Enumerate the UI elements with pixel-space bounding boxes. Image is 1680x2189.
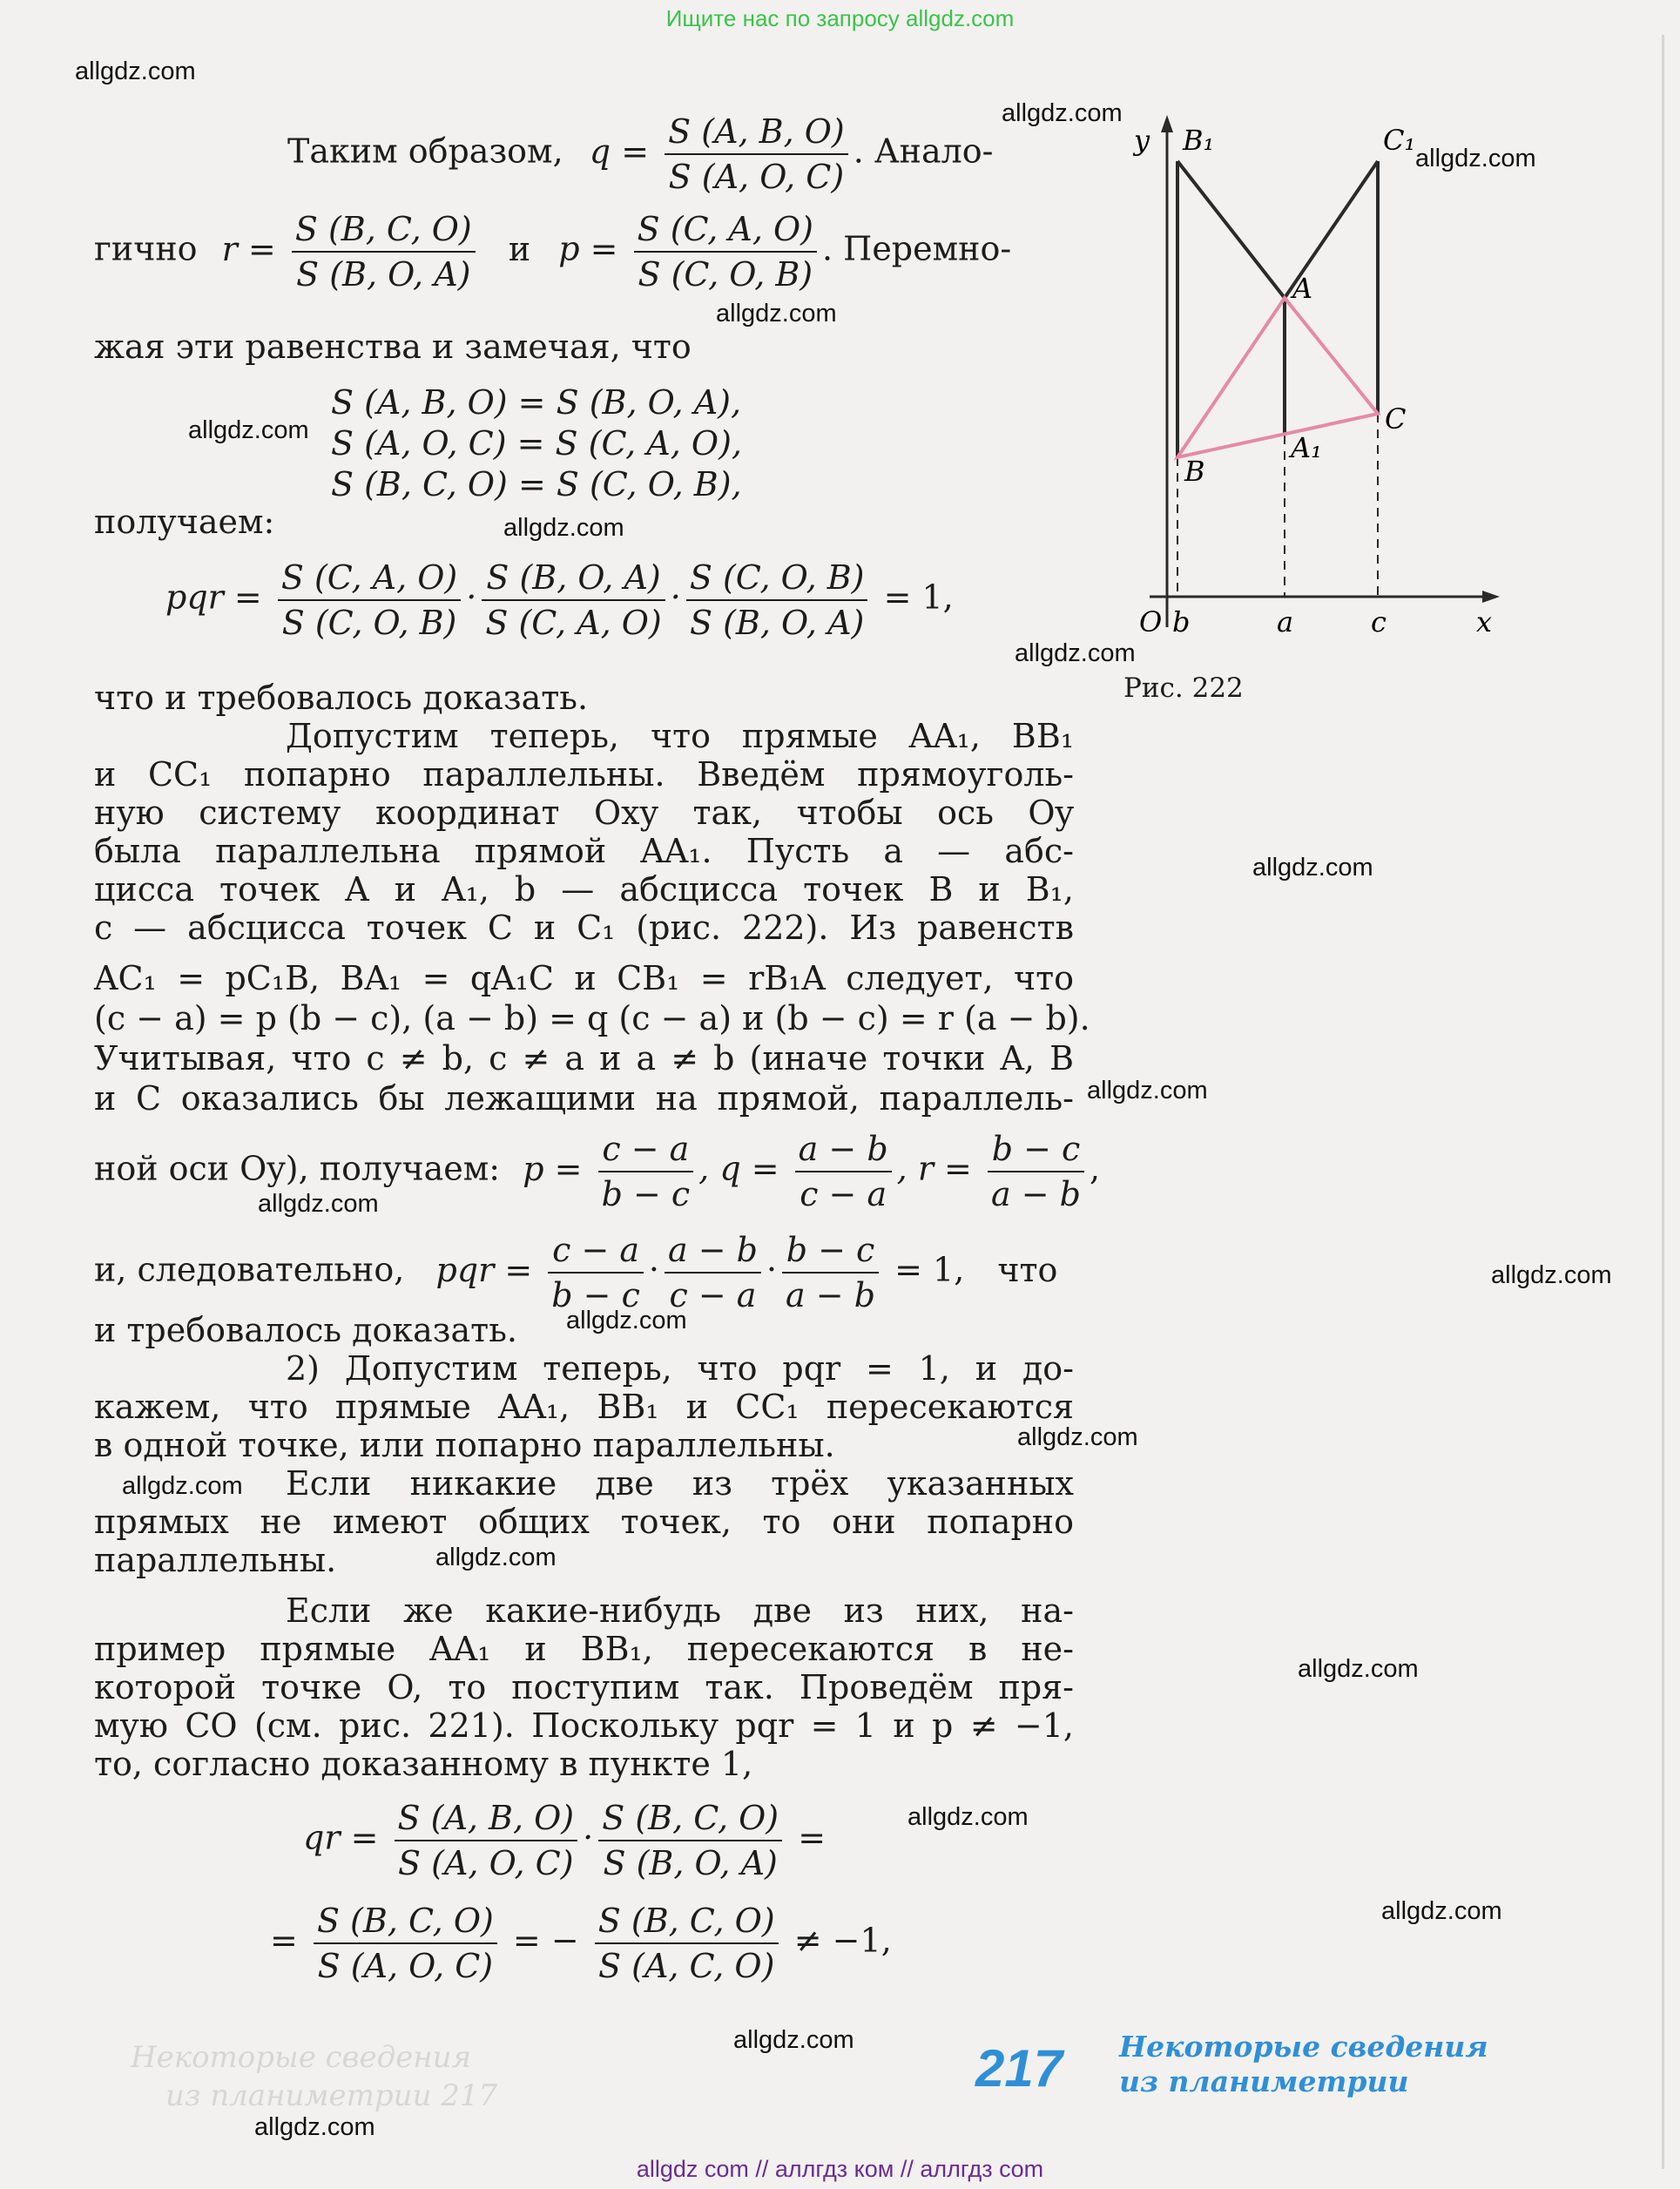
text-line: параллельны. <box>94 1541 337 1579</box>
section-title: Некоторые сведения из планиметрии <box>1119 2030 1488 2098</box>
watermark: allgdz.com <box>1002 99 1123 127</box>
fraction: $\frac{S (C, A, O)}{S (C, O, B)}$ <box>278 557 461 643</box>
page-number: 217 <box>975 2039 1063 2098</box>
text-line: 2) Допустим теперь, что pqr = 1, и до- <box>286 1349 1074 1388</box>
text-line: кажем, что прямые AA₁, BB₁ и CC₁ пересекаются <box>94 1388 1074 1426</box>
fraction: $\frac{b - c}{a - b}$ <box>782 1230 879 1315</box>
watermark: allgdz.com <box>122 1472 243 1500</box>
q-definition-line: Таким образом, q = $\frac{S (A, B, O)}{S (A, O, C)}$ . Анало- <box>287 112 994 196</box>
y-axis-arrow <box>1161 115 1173 132</box>
triangle-ABC <box>1177 298 1378 457</box>
watermark: allgdz.com <box>1491 1261 1612 1289</box>
watermark: allgdz.com <box>1381 1897 1502 1925</box>
ghost-bleed-through: Некоторые сведения из планиметрии 217 <box>131 2040 498 2113</box>
fraction: $\frac{S (A, B, O)}{S (A, O, C)}$ <box>395 1798 578 1883</box>
figure-222 <box>1106 105 1524 662</box>
text-line: что и требовалось доказать. <box>94 679 589 717</box>
text-line: цисса точек A и A₁, b — абсцисса точек B и B₁, <box>94 870 1074 909</box>
fraction: $\frac{S (B, C, O)}{S (A, O, C)}$ <box>314 1901 497 1986</box>
text-line: пример прямые AA₁ и BB₁, пересекаются в не- <box>94 1630 1074 1668</box>
text-line: Если же какие-нибудь две из них, на- <box>286 1591 1074 1630</box>
watermark: allgdz.com <box>566 1307 687 1334</box>
label-B1: B₁ <box>1183 124 1215 157</box>
qr-equation: qr = $\frac{S (A, B, O)}{S (A, O, C)}$ · $\frac{S (B, C, O)}{S (B, O, A)}$ = <box>303 1799 827 1882</box>
watermark: allgdz.com <box>1015 639 1136 667</box>
q-fraction: $\frac{S (A, B, O)}{S (A, O, C)}$ <box>665 111 848 197</box>
watermark: allgdz.com <box>907 1803 1029 1831</box>
label-c: c <box>1371 605 1387 638</box>
text-line: которой точке O, то поступим так. Проведём пря- <box>94 1668 1074 1706</box>
label-B: B <box>1184 455 1205 488</box>
text-line: то, согласно доказанному в пункте 1, <box>94 1745 753 1783</box>
fraction: $\frac{c - a}{b - c}$ <box>598 1129 694 1214</box>
watermark: allgdz.com <box>716 300 837 328</box>
consequence-line: и, следовательно, pqr = $\frac{c - a}{b - c}$ · $\frac{a - b}{c - a}$ · $\frac{b - c}{a - b}$ = 1, что <box>94 1231 1058 1314</box>
watermark: allgdz.com <box>733 2026 854 2054</box>
text-line: и CC₁ попарно параллельны. Введём прямоуголь- <box>94 755 1074 794</box>
equality-2: S (A, O, C) = S (C, A, O), <box>331 424 742 463</box>
label-A1: A₁ <box>1291 431 1322 464</box>
equality-1: S (A, B, O) = S (B, O, A), <box>331 383 742 422</box>
text-line: была параллельна прямой AA₁. Пусть a — абс- <box>94 832 1074 870</box>
fraction: $\frac{a - b}{c - a}$ <box>795 1129 892 1214</box>
coefficients-line: ной оси Oy), получаем: p = $\frac{c - a}{b - c}$ , q = $\frac{a - b}{c - a}$ , r = $\frac{b - c}{a - b}$ , <box>94 1130 1101 1213</box>
text-line: в одной точке, или попарно параллельны. <box>94 1426 835 1464</box>
fraction: $\frac{S (B, C, O)}{S (B, O, A)}$ <box>598 1798 782 1883</box>
label-y: y <box>1134 124 1150 157</box>
watermark: allgdz.com <box>1298 1655 1419 1683</box>
text-line: ную систему координат Oxy так, чтобы ось Oy <box>94 794 1074 832</box>
text-line: жая эти равенства и замечая, что <box>94 328 692 366</box>
equality-3: S (B, C, O) = S (C, O, B), <box>331 465 742 503</box>
watermark: allgdz.com <box>503 514 624 542</box>
label-C: C <box>1385 402 1407 436</box>
watermark: allgdz.com <box>188 416 309 444</box>
text-line: Учитывая, что c ≠ b, c ≠ a и a ≠ b (иначе точки A, B <box>94 1039 1074 1078</box>
text-line: и C оказались бы лежащими на прямой, параллель- <box>94 1079 1074 1118</box>
watermark: allgdz.com <box>254 2113 375 2141</box>
label-x: x <box>1476 605 1493 638</box>
watermark: allgdz.com <box>1017 1423 1138 1451</box>
label-O: O <box>1139 605 1163 638</box>
text-line: Допустим теперь, что прямые AA₁, BB₁ <box>286 717 1074 755</box>
text-line: прямых не имеют общих точек, то они попарно <box>94 1503 1074 1541</box>
page-edge <box>1662 35 1664 2169</box>
watermark: allgdz.com <box>75 57 196 85</box>
watermark: allgdz.com <box>1252 854 1373 882</box>
segment-B1A <box>1177 161 1285 298</box>
text-line: (c − a) = p (b − c), (a − b) = q (c − a) и (b − c) = r (a − b). <box>94 999 1090 1037</box>
fraction: $\frac{S (B, C, O)}{S (A, C, O)}$ <box>595 1901 779 1986</box>
fraction: $\frac{c - a}{b - c}$ <box>548 1230 644 1315</box>
pqr-product-equation: pqr = $\frac{S (C, A, O)}{S (C, O, B)}$ · $\frac{S (B, O, A)}{S (C, A, O)}$ · $\frac{S (C, O, B)}{S (B, O, A)}$ = 1, <box>165 558 954 642</box>
label-C1: C₁ <box>1383 124 1416 157</box>
fraction: $\frac{S (C, O, B)}{S (B, O, A)}$ <box>686 557 868 643</box>
final-equation: = $\frac{S (B, C, O)}{S (A, O, C)}$ = − $\frac{S (B, C, O)}{S (A, C, O)}$ ≠ −1, <box>270 1902 892 1985</box>
figure-caption: Рис. 222 <box>1123 672 1244 704</box>
p-fraction: $\frac{S (C, A, O)}{S (C, O, B)}$ <box>634 209 817 294</box>
bottom-banner[interactable]: allgdz com // аллгдз ком // аллгдз com <box>636 2156 1044 2182</box>
watermark: allgdz.com <box>258 1190 379 1218</box>
vector-equalities-line: AC₁ = pC₁B, BA₁ = qA₁C и CB₁ = rB₁A следует, что <box>94 959 1074 997</box>
watermark: allgdz.com <box>1415 145 1536 172</box>
text-line: Если никакие две из трёх указанных <box>286 1464 1074 1503</box>
text-line: мую CO (см. рис. 221). Поскольку pqr = 1 и p ≠ −1, <box>94 1706 1074 1745</box>
label-A: A <box>1292 272 1313 305</box>
text-line: c — абсцисса точек C и C₁ (рис. 222). Из равенств <box>94 909 1074 947</box>
text-line: получаем: <box>94 503 275 541</box>
fraction: $\frac{b - c}{a - b}$ <box>988 1129 1084 1214</box>
x-axis-arrow <box>1482 591 1500 603</box>
r-fraction: $\frac{S (B, C, O)}{S (B, O, A)}$ <box>292 209 476 294</box>
watermark: allgdz.com <box>435 1544 557 1571</box>
text-line: и требовалось доказать. <box>94 1311 517 1349</box>
top-banner[interactable]: Ищите нас по запросу allgdz.com <box>665 5 1015 31</box>
fraction: $\frac{S (B, O, A)}{S (C, A, O)}$ <box>482 557 665 643</box>
watermark: allgdz.com <box>1087 1077 1208 1105</box>
label-a: a <box>1277 605 1294 638</box>
fraction: $\frac{a - b}{c - a}$ <box>665 1230 761 1315</box>
r-p-definition-line: гично r = $\frac{S (B, C, O)}{S (B, O, A)}$ и p = $\frac{S (C, A, O)}{S (C, O, B)}$ . Перемно- <box>94 210 1012 294</box>
label-b: b <box>1172 605 1191 638</box>
